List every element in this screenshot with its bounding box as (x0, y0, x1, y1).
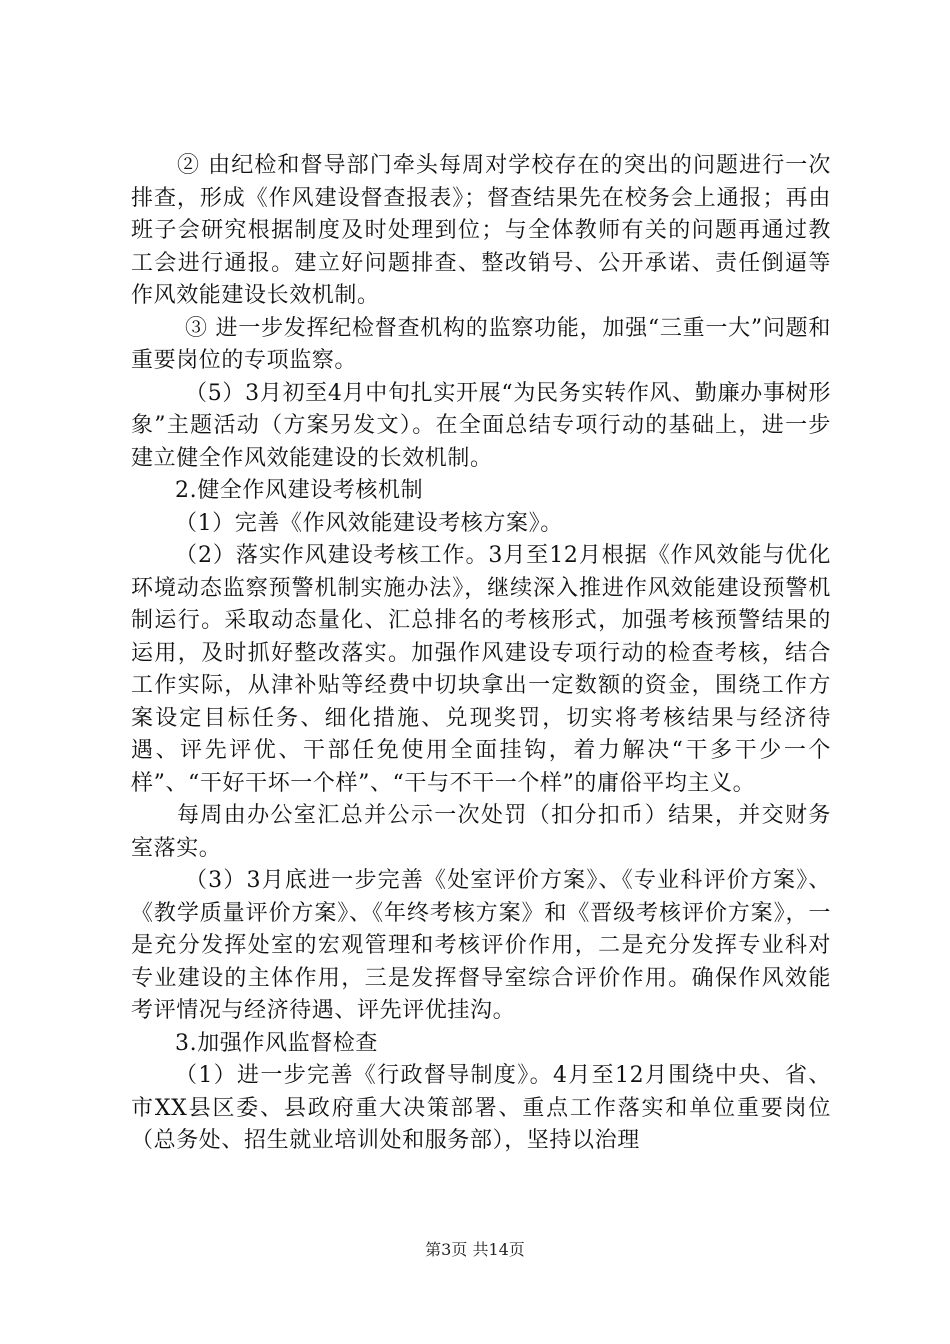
paragraph-1: ② 由纪检和督导部门牵头每周对学校存在的突出的问题进行一次排查，形成《作风建设督查报表》；督查结果先在校务会上通报；再由班子会研究根据制度及时处理到位；与全体教师有关的问题再通过教工会进行通报。建立好问题排查、整改销号、公开承诺、责任倒逼等作风效能建设长效机制。 (131, 153, 831, 308)
paragraph-6: 每周由办公室汇总并公示一次处罚（扣分扣币）结果，并交财务室落实。 (131, 803, 831, 861)
document-body (131, 150, 831, 1158)
paragraph-2: ③ 进一步发挥纪检督查机构的监察功能，加强“三重一大”问题和重要岗位的专项监察。 (131, 315, 831, 373)
paragraph-7: （3）3月底进一步完善《处室评价方案》、《专业科评价方案》、《教学质量评价方案》、《年终考核方案》和《晋级考核评价方案》，一是充分发挥处室的宏观管理和考核评价作用，二是充分发挥专业科对专业建设的主体作用，三是发挥督导室综合评价作用。确保作风效能考评情况与经济待遇、评先评优挂沟。 (131, 868, 831, 1023)
page-footer (0, 1240, 950, 1260)
paragraph-4: （1）完善《作风效能建设考核方案》。 (175, 510, 563, 536)
page-number-label: 第3页 共14页 (425, 1240, 525, 1259)
section-heading-3: 3.加强作风监督检查 (175, 1030, 378, 1056)
section-heading-2: 2.健全作风建设考核机制 (175, 478, 424, 503)
paragraph-8: （1）进一步完善《行政督导制度》。4月至12月围绕中央、省、市XX县区委、县政府重大决策部署、重点工作落实和单位重要岗位（总务处、招生就业培训处和服务部），坚持以治理 (131, 1063, 831, 1153)
paragraph-3: （5）3月初至4月中旬扎实开展“为民务实转作风、勤廉办事树形象”主题活动（方案另发文）。在全面总结专项行动的基础上，进一步建立健全作风效能建设的长效机制。 (131, 380, 831, 471)
paragraph-5: （2）落实作风建设考核工作。3月至12月根据《作风效能与优化环境动态监察预警机制实施办法》，继续深入推进作风效能建设预警机制运行。采取动态量化、汇总排名的考核形式，加强考核预警结果的运用，及时抓好整改落实。加强作风建设专项行动的检查考核，结合工作实际，从津补贴等经费中切块拿出一定数额的资金，围绕工作方案设定目标任务、细化措施、兑现奖罚，切实将考核结果与经济待遇、评先评优、干部任免使用全面挂钩，着力解决“干多干少一个样”、“干好干坏一个样”、“干与不干一个样”的庸俗平均主义。 (131, 543, 831, 796)
